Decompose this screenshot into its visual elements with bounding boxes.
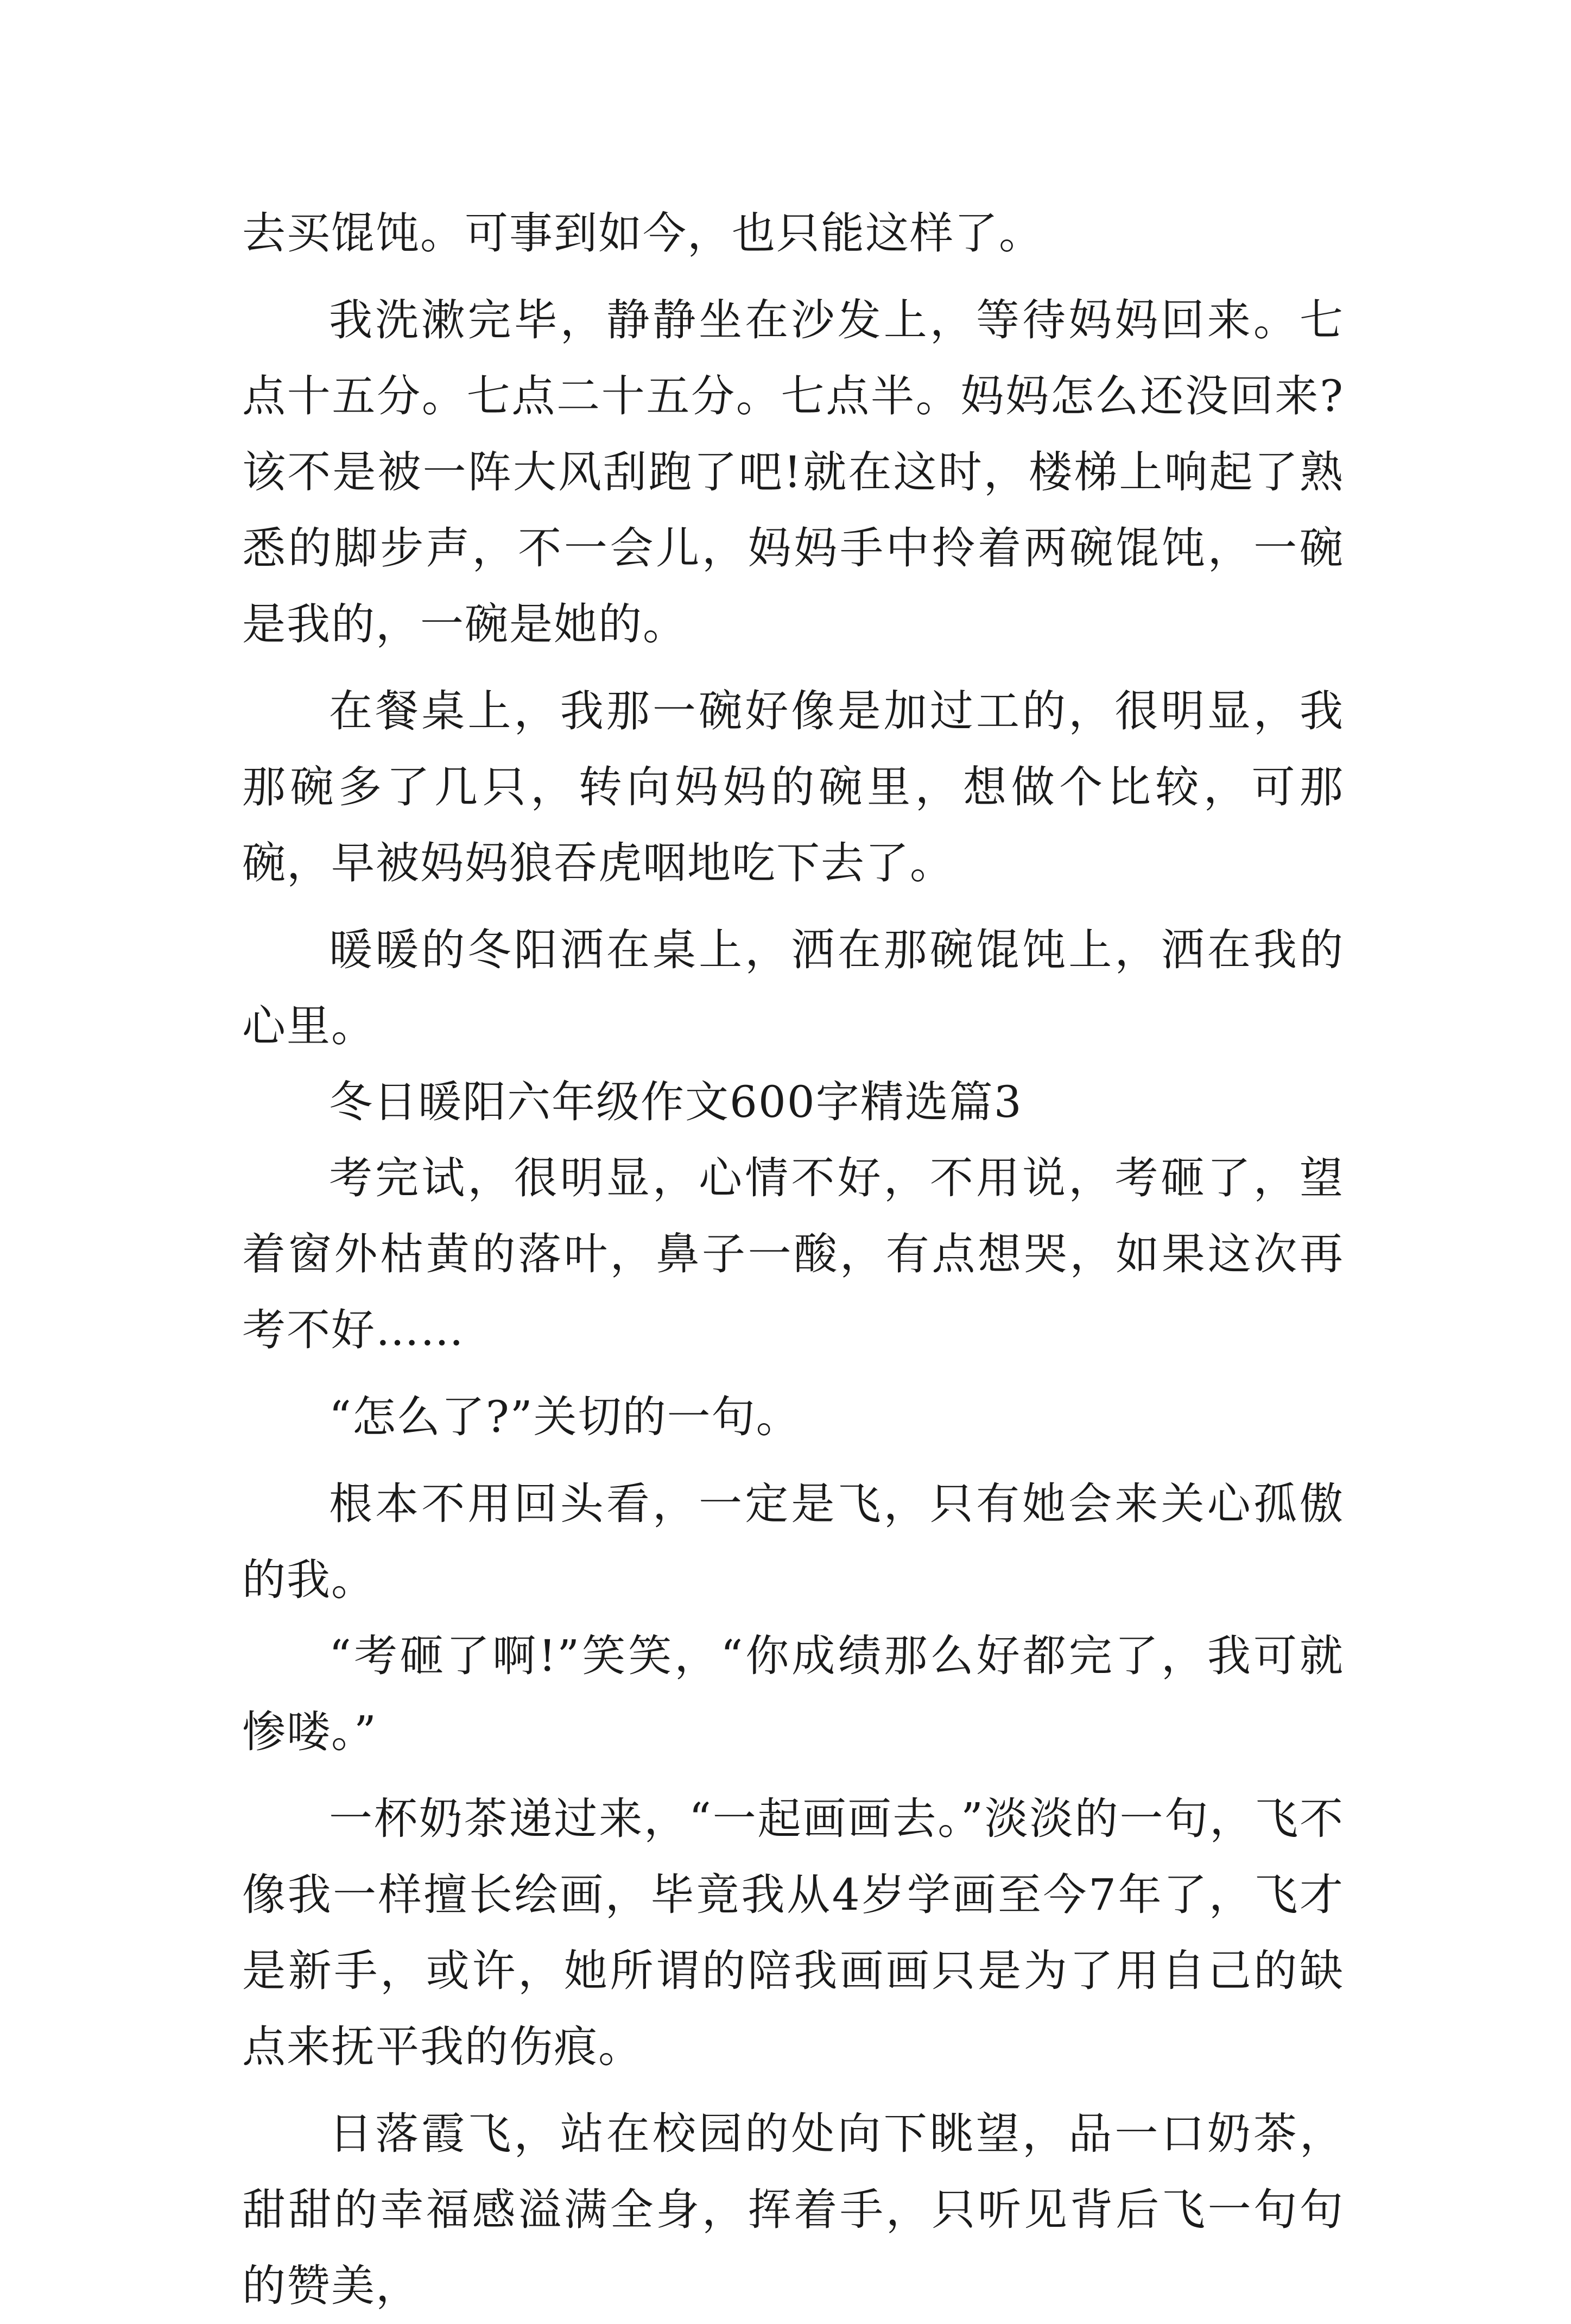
section-heading: 冬日暖阳六年级作文600字精选篇3 (329, 1077, 1023, 1127)
paragraph-exam: 考完试，很明显，心情不好，不用说，考砸了，望着窗外枯黄的落叶，鼻子一酸，有点想哭，如果这次再考不好…… (242, 1153, 1344, 1355)
paragraph-waiting: 我洗漱完毕，静静坐在沙发上，等待妈妈回来。七点十五分。七点二十五分。七点半。妈妈怎么还没回来?该不是被一阵大风刮跑了吧!就在这时，楼梯上响起了熟悉的脚步声，不一会儿，妈妈手中拎着两碗馄饨，一碗是我的，一碗是她的。 (242, 295, 1344, 649)
paragraph-friend: 根本不用回头看，一定是飞，只有她会来关心孤傲的我。 (242, 1479, 1344, 1605)
paragraph-question: “怎么了?”关切的一句。 (329, 1392, 801, 1442)
paragraph-reply: “考砸了啊!”笑笑，“你成绩那么好都完了，我可就惨喽。” (242, 1631, 1344, 1757)
paragraph-continuation: 去买馄饨。可事到如今，也只能这样了。 (242, 208, 1043, 258)
paragraph-sunset: 日落霞飞，站在校园的处向下眺望，品一口奶茶，甜甜的幸福感溢满全身，挥着手，只听见背后飞一句句的赞美， (242, 2108, 1344, 2311)
body-text (242, 195, 1344, 2324)
paragraph-winter-sun: 暖暖的冬阳洒在桌上，洒在那碗馄饨上，洒在我的心里。 (242, 925, 1344, 1051)
paragraph-dinner-table: 在餐桌上，我那一碗好像是加过工的，很明显，我那碗多了几只，转向妈妈的碗里，想做个比较，可那碗，早被妈妈狼吞虎咽地吃下去了。 (242, 686, 1344, 888)
paragraph-milk-tea: 一杯奶茶递过来，“一起画画去。”淡淡的一句，飞不像我一样擅长绘画，毕竟我从4岁学画至今7年了，飞才是新手，或许，她所谓的陪我画画只是为了用自己的缺点来抚平我的伤痕。 (242, 1793, 1344, 2072)
